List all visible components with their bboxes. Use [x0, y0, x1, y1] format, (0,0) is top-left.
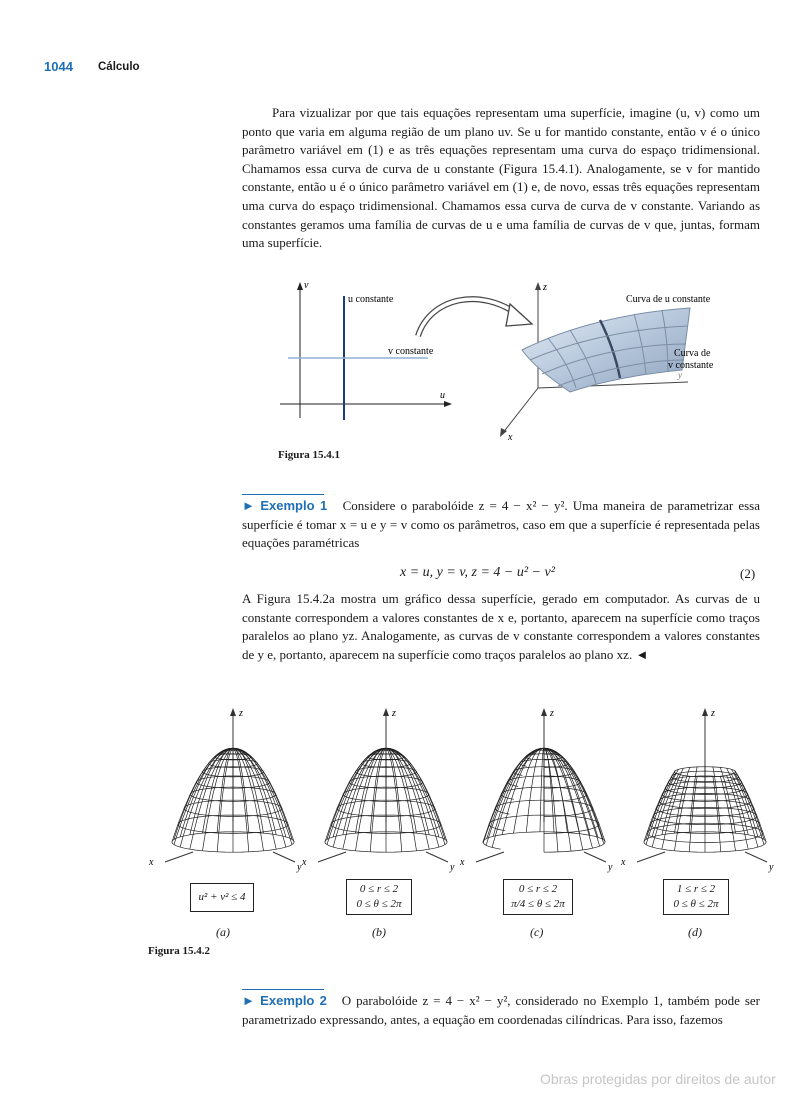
curve-v-label-1: Curva de — [674, 348, 711, 359]
x-axis-label: x — [621, 857, 626, 868]
example1-intro-text: Considere o parabolóide z = 4 − x² − y². Uma maneira de parametrizar essa superfície é tomar x = u e y = v como os parâmetros, caso em que a superfície é representada pelas equações paramétricas — [242, 498, 760, 551]
example2-label: ► Exemplo 2 — [242, 993, 327, 1008]
wireframe-meridian — [356, 748, 387, 833]
cond-box-d: 1 ≤ r ≤ 2 0 ≤ θ ≤ 2π — [663, 879, 729, 915]
example2-rule — [242, 989, 324, 990]
y-axis-label: y — [769, 862, 774, 873]
u-axis-arrow — [444, 401, 452, 407]
wireframe-meridian — [483, 748, 544, 840]
y-axis — [745, 852, 767, 862]
mapping-arrowhead — [506, 304, 532, 326]
x-axis-label: x — [302, 857, 307, 868]
wireframe-meridian — [386, 748, 417, 833]
wireframe-meridian — [203, 748, 234, 833]
wireframe-meridian — [386, 748, 447, 842]
equation-2: x = u, y = v, z = 4 − u² − v² — [400, 565, 555, 580]
wireframe-meridian — [325, 748, 386, 842]
example2-body: O parabolóide z = 4 − x² − y², considerado no Exemplo 1, também pode ser parametrizado expressando, antes, a equação em coordenadas cilíndricas. Para isso, fazemos — [242, 993, 760, 1027]
panel-label-b: (b) — [372, 925, 386, 939]
z-axis-label: z — [711, 708, 715, 719]
x-axis-label: x — [508, 432, 513, 443]
mapping-arrow — [418, 299, 520, 336]
z-axis-arrow — [702, 708, 708, 716]
wireframe-meridian — [544, 748, 598, 837]
book-title: Cálculo — [98, 61, 140, 73]
y-axis — [584, 852, 606, 862]
wireframe-meridian — [514, 748, 545, 833]
curve-v-label-2: v constante — [668, 360, 714, 371]
wireframe-meridian — [386, 748, 439, 837]
u-axis-label: u — [440, 390, 445, 401]
wireframe-meridian — [217, 748, 233, 832]
example2-text — [242, 992, 760, 1029]
y-axis — [426, 852, 448, 862]
wireframe-meridian — [652, 769, 678, 837]
x-axis-label: x — [149, 857, 154, 868]
wireframe-meridian — [233, 748, 264, 833]
z-axis-label: z — [392, 708, 396, 719]
wireframe-meridian — [544, 748, 600, 846]
wireframe-meridian — [544, 748, 580, 834]
u-constant-label: u constante — [348, 294, 394, 305]
figure-15-4-1 — [270, 278, 750, 446]
intro-paragraph: Para vizualizar por que tais equações representam uma superfície, imagine (u, v) como um ponto que varia em alguma região de um plano uv. Se u for mantido constante, então v é o único parâmetro variável em (1) e as três equações representam uma curva do espaço tridimensional. Chamamos essa curva de curva de u constante (Figura 15.4.1). Analogamente, se v for mantido constante, então u é o único parâmetro variável em (1) e, de novo, essas três equações representam uma curva do espaço tridimensional. Chamamos essa curva de curva de v constante. Variando as constantes geramos uma família de curvas de u e uma família de curvas de v que, juntas, formam uma superfície. — [242, 105, 760, 251]
v-axis-arrow — [297, 282, 303, 290]
wireframe-meridian — [544, 748, 583, 850]
z-axis-arrow — [383, 708, 389, 716]
example1-intro — [242, 497, 760, 553]
figure-15-4-1-caption: Figura 15.4.1 — [278, 449, 341, 461]
equation-2-number: (2) — [740, 566, 756, 581]
curve-u-label: Curva de u constante — [626, 294, 711, 305]
z-axis-arrow — [535, 282, 541, 290]
z-axis-label: z — [543, 282, 547, 293]
x-axis — [165, 852, 193, 862]
v-constant-label: v constante — [388, 346, 434, 357]
wireframe-meridian — [483, 748, 544, 843]
example1-body: A Figura 15.4.2a mostra um gráfico dessa superfície, gerado em computador. As curvas de u constante correspondem a valores constantes de x e, portanto, aparecem na superfície como traços paralelos ao plano yz. Analogamente, as curvas de v constante correspondem a valores constantes de y e, portanto, aparecem na superfície como traços paralelos ao plano xz. ◄ — [242, 591, 760, 662]
parametric-surface — [522, 308, 690, 392]
cond-box-b: 0 ≤ r ≤ 2 0 ≤ θ ≤ 2π — [346, 879, 412, 915]
wireframe-meridian — [386, 748, 402, 832]
wireframe-meridian — [233, 748, 249, 832]
panel-label-a: (a) — [216, 925, 230, 939]
panel-label-d: (d) — [688, 925, 702, 939]
z-axis-label: z — [239, 708, 243, 719]
wireframe-meridian — [370, 748, 386, 832]
panel-label-c: (c) — [530, 925, 544, 939]
wireframe-meridian — [540, 748, 544, 832]
wireframe-meridian — [233, 748, 286, 837]
y-axis-label: y — [678, 370, 682, 380]
figure-15-4-2-caption: Figura 15.4.2 — [148, 945, 211, 957]
z-axis-arrow — [541, 708, 547, 716]
v-axis-label: v — [304, 280, 309, 291]
z-axis-label: z — [550, 708, 554, 719]
x-axis-label: x — [460, 857, 465, 868]
z-axis-arrow — [230, 708, 236, 716]
cond-box-a: u² + v² ≤ 4 — [190, 883, 254, 912]
wireframe-meridian — [172, 748, 233, 842]
y-axis-label: y — [608, 862, 613, 873]
x-axis — [476, 852, 504, 862]
x-axis — [502, 388, 538, 434]
wireframe-meridian — [487, 748, 544, 838]
y-axis — [273, 852, 295, 862]
wireframe-meridian — [732, 769, 758, 837]
example1-rule — [242, 494, 324, 495]
page-number: 1044 — [44, 59, 73, 74]
y-axis-label: y — [297, 862, 302, 873]
wireframe-meridian — [180, 748, 233, 837]
x-axis — [637, 852, 665, 862]
wireframe-meridian — [233, 748, 294, 842]
watermark: Obras protegidas por direitos de autor — [540, 1071, 776, 1087]
y-axis-label: y — [450, 862, 455, 873]
example1-label: ► Exemplo 1 — [242, 498, 328, 513]
x-axis — [318, 852, 346, 862]
cond-box-c: 0 ≤ r ≤ 2 π/4 ≤ θ ≤ 2π — [503, 879, 573, 915]
wireframe-meridian — [333, 748, 386, 837]
